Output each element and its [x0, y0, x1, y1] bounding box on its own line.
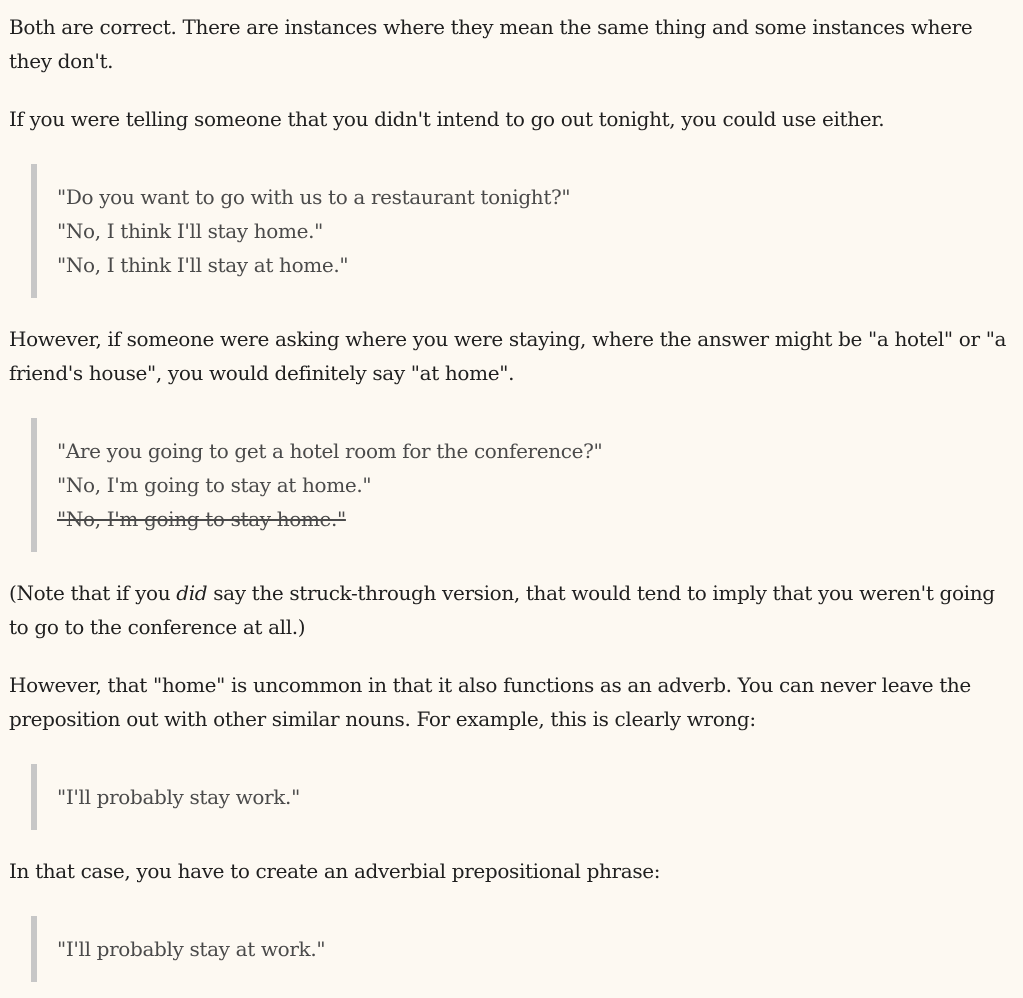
paragraph: Both are correct. There are instances where they mean the same thing and some instances where they don't.: [9, 15, 973, 73]
emphasis: did: [176, 581, 208, 605]
paragraph: However, if someone were asking where you were staying, where the answer might be "a hotel" or "a friend's house", you would definitely say "at home".: [9, 327, 1007, 385]
quote-line: "No, I think I'll stay at home.": [57, 253, 349, 277]
quote-line: [57, 502, 1014, 536]
blockquote: [31, 418, 1014, 552]
quote-line: "No, I think I'll stay home.": [57, 219, 323, 243]
quote-line: "Are you going to get a hotel room for the conference?": [57, 439, 603, 463]
quote-line: "No, I'm going to stay at home.": [57, 473, 372, 497]
blockquote: [31, 164, 1014, 298]
quote-line: "I'll probably stay work.": [57, 785, 300, 809]
paragraph: However, that "home" is uncommon in that it also functions as an adverb. You can never leave the preposition out with other similar nouns. For example, this is clearly wrong:: [9, 673, 971, 731]
paragraph: In that case, you have to create an adverbial prepositional phrase:: [9, 859, 661, 883]
paragraph: If you were telling someone that you didn't intend to go out tonight, you could use either.: [9, 107, 885, 131]
paragraph: [9, 576, 1014, 644]
paragraph-text: say the struck-through version, that would tend to imply that you weren't going to go to the conference at all.): [9, 581, 995, 639]
blockquote: [31, 764, 1014, 830]
paragraph-text: (Note that if you: [9, 581, 177, 605]
blockquote: [31, 916, 1014, 982]
quote-line: "I'll probably stay at work.": [57, 937, 326, 961]
quote-line: "Do you want to go with us to a restaurant tonight?": [57, 185, 571, 209]
struck-through-text: "No, I'm going to stay home.": [57, 507, 346, 531]
